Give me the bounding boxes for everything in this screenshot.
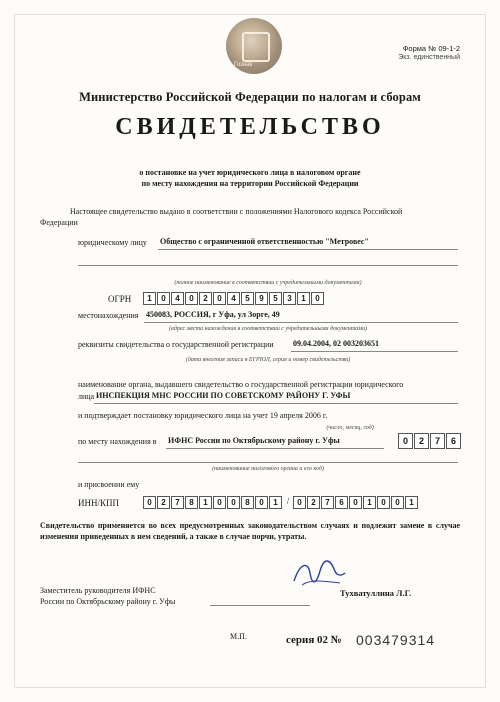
ogrn-label: ОГРН xyxy=(108,294,132,304)
inn-kpp-separator: / xyxy=(286,496,290,506)
ministry-name: Министерство Российской Федерации по налогам и сборам xyxy=(79,90,421,104)
kpp-digit: 2 xyxy=(307,496,320,509)
tax-office-code xyxy=(398,433,462,449)
authority-label-1: наименование органа, выдавшего свидетельство о государственной регистрации юридического xyxy=(78,380,404,389)
legal-entity-hint: (полное наименование в соответствии с учредительными документами) xyxy=(174,280,362,286)
location-value: 450083, РОССИЯ, г Уфа, ул Зорге, 49 xyxy=(146,310,280,319)
ogrn-digit: 1 xyxy=(297,292,310,305)
kpp-digit: 6 xyxy=(335,496,348,509)
inn-digit: 8 xyxy=(185,496,198,509)
reg-details-hint: (дата внесения записи в ЕГРЮЛ, серия и номер свидетельства) xyxy=(185,357,351,363)
ogrn-digit: 2 xyxy=(199,292,212,305)
kpp-digit: 1 xyxy=(363,496,376,509)
signer-title-1: Заместитель руководителя ИФНС xyxy=(40,586,156,595)
series-number: 003479314 xyxy=(356,632,436,648)
ogrn-digit: 4 xyxy=(171,292,184,305)
reg-details-value: 09.04.2004, 02 003203651 xyxy=(293,339,379,348)
location-underline xyxy=(144,322,458,323)
tax-code-digit: 7 xyxy=(430,433,445,449)
assigned-label: и присвоении ему xyxy=(78,480,140,489)
hologram-seal-icon xyxy=(226,18,282,74)
ogrn-digit: 0 xyxy=(157,292,170,305)
ogrn-digit: 3 xyxy=(283,292,296,305)
tax-office-value: ИФНС России по Октябрьскому району г. Уфы xyxy=(168,436,340,445)
seal-text: Гознак xyxy=(234,62,253,68)
signer-title-2: России по Октябрьскому району г. Уфы xyxy=(40,597,176,606)
validity-notice: Свидетельство применяется во всех предусмотренных законодательством случаях и подлежит замене в случае изменения приведенных в нем сведений, а также в случае порчи, утраты. xyxy=(40,521,460,541)
tax-code-digit: 2 xyxy=(414,433,429,449)
legal-entity-value: Общество с ограниченной ответственностью "Метровес" xyxy=(160,237,369,246)
authority-label-2: лица xyxy=(78,392,95,401)
tax-office-underline xyxy=(166,448,384,449)
signer-name: Тухватуллина Л.Г. xyxy=(340,588,412,598)
tax-office-hint: (наименование налогового органа и его код) xyxy=(212,466,324,472)
location-hint: (адрес места нахождения в соответствии с учредительными документами) xyxy=(168,326,368,332)
inn-digit: 2 xyxy=(157,496,170,509)
inn-digit: 1 xyxy=(199,496,212,509)
ogrn-digit: 0 xyxy=(213,292,226,305)
ogrn-digit: 5 xyxy=(241,292,254,305)
copy-note: Экз. единственный xyxy=(398,54,460,61)
ogrn-digits xyxy=(143,292,325,305)
authority-underline xyxy=(94,403,458,404)
inn-digit: 0 xyxy=(227,496,240,509)
inn-digit: 7 xyxy=(171,496,184,509)
authority-value: ИНСПЕКЦИЯ МНС РОССИИ ПО СОВЕТСКОМУ РАЙОНУ Г. УФЫ xyxy=(96,391,351,400)
ogrn-digit: 4 xyxy=(227,292,240,305)
legal-entity-label: юридическому лицу xyxy=(78,238,147,247)
intro-line-2: Федерации xyxy=(40,218,78,227)
inn-label: ИНН/КПП xyxy=(78,498,120,508)
kpp-digit: 7 xyxy=(321,496,334,509)
series-label: серия 02 № xyxy=(286,634,342,646)
inn-digit: 0 xyxy=(143,496,156,509)
kpp-digit: 0 xyxy=(349,496,362,509)
kpp-digit: 0 xyxy=(391,496,404,509)
kpp-digit: 0 xyxy=(293,496,306,509)
registered-hint: (число, месяц, год) xyxy=(326,425,374,431)
ogrn-digit: 1 xyxy=(143,292,156,305)
subtitle-line-2: по месту нахождения на территории Российской Федерации xyxy=(141,179,359,188)
kpp-digit: 0 xyxy=(377,496,390,509)
inn-digit: 0 xyxy=(213,496,226,509)
legal-entity-underline-2 xyxy=(78,265,458,266)
ogrn-digit: 9 xyxy=(255,292,268,305)
ogrn-digit: 5 xyxy=(269,292,282,305)
form-number: Форма № 09-1-2 xyxy=(402,44,460,53)
kpp-digit: 1 xyxy=(405,496,418,509)
reg-details-underline xyxy=(291,351,458,352)
inn-digit: 8 xyxy=(241,496,254,509)
tax-office-underline-2 xyxy=(78,462,458,463)
reg-details-label: реквизиты свидетельства о государственной регистрации xyxy=(78,340,274,349)
ogrn-digit: 0 xyxy=(185,292,198,305)
location-label: местонахождения xyxy=(78,311,139,320)
inn-kpp-digits xyxy=(143,496,419,509)
inn-digit: 0 xyxy=(255,496,268,509)
signature-line xyxy=(210,605,310,606)
ogrn-digit: 0 xyxy=(311,292,324,305)
tax-code-digit: 0 xyxy=(398,433,413,449)
registered-line: и подтверждает постановку юридического лица на учет 19 апреля 2006 г. xyxy=(78,411,328,420)
tax-office-label: по месту нахождения в xyxy=(78,437,157,446)
document-title: СВИДЕТЕЛЬСТВО xyxy=(115,114,385,140)
stamp-mark: М.П. xyxy=(230,632,247,641)
subtitle-line-1: о постановке на учет юридического лица в налоговом органе xyxy=(139,168,361,177)
inn-digit: 1 xyxy=(269,496,282,509)
seal-emblem xyxy=(242,32,270,62)
tax-code-digit: 6 xyxy=(446,433,461,449)
legal-entity-underline xyxy=(158,249,458,250)
intro-line-1: Настоящее свидетельство выдано в соответствии с положениями Налогового кодекса Российской xyxy=(70,207,403,216)
